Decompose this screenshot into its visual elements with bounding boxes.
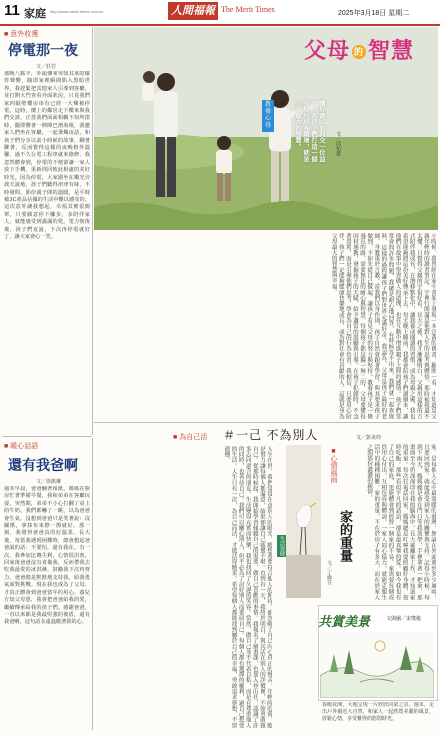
article-title-middle: ＃一己 不為別人 (223, 428, 319, 442)
page-number: 11 (4, 2, 20, 19)
left-divider (2, 436, 92, 437)
article-body-middle: 人生在世，我們常常在意別人的眼光，總想著要符合他人的期待，卻忽略了自己內心真正的聲音。年輕時的我，總是努力讓每個人都滿意，結果卻讓自己疲憊不堪。直到有一天，我終於明白，與其活在別人的評價裡，不如勇敢做自己。從那時候起，我開始學習傾聽自己的需要，做自己喜歡的事情。我報名了繪畫課，也加入登山社，認識了許多志同道合的朋友。生活變得充實而快樂，我也找回了久違的笑容。當然，做自己並不代表自私，而是在尊重他人的同時，也善待自己。我們可以關心別人，但不必為了討好別人而委屈自己。每個人都有選擇的權利，過自己想要的生活。人生只有一次，為自己而活，才能活得精采。希望每個人都能找到屬於自己的幸福，勇敢追求夢想，不留遺憾。 (223, 446, 272, 728)
column-divider-bottom (92, 438, 93, 730)
feature-title-part2: 智慧 (368, 38, 415, 63)
section-label-lower-right: ■ 心情風雨 (328, 448, 338, 483)
article-body-lower-right: 家，是每個人心中最溫暖的港灣。無論在外面遇到多少風雨，只要回到家，就能感受到家人的關懷與支持。記得小時候，每到下雨天，媽媽總是會在門口等我放學，手裡拿著一把傘，那畫面至今仍深深印在我的腦海中。長大後離家工作，才知道家的重量。每次打電話回家，媽媽總是叮嚀我要照顧好身體，按時吃飯。那些看似平凡的話語，卻是最真摯的愛。如今我也有了自己的家庭，更能體會到經營一個家的不易。家需要每個成員用心付出，互相包容與體諒。一家人同心協力，就能克服生活中的種種困難。家的重量，不在於房子有多大，而在於家人之間那份濃濃的親情。 (366, 444, 436, 600)
feature-title-de-circle: 的 (354, 47, 365, 58)
feature-body: 小時候，我曾經在家中書架上發現一本泛黃的舊書，翻開一看，才知道是父親年輕時的讀書筆記，字裡行間滿是他對人生的思考與體悟。那時候我還不太懂，只覺得父親的字很好看。長大之後，我才漸漸明白，父親用這樣的方式陪伴我成長，在潛移默化中，讓我養成閱讀的習慣。成為母親之後，我也希望能夠將這份美好傳承下去。每天晚上睡前，我都會陪孩子們讀繪本，讓他們在故事中學習做人的道理，也在互動中增進親子之間的感情。孩子們常常會問許多問題，我總是耐心地回答，有時候答不出來，我們就一起查資料，這樣的過程讓孩子們對世界充滿好奇。我認為，父母是孩子最好的老師，身教重於言教。當我們以身作則，孩子自然會跟著學習。與其要求孩子做到，不如先從自己做起，讓孩子看見父母的努力與堅持。教養孩子是一條漫長的路，需要無比的耐心與智慧。每個孩子都是獨一無二的，父母要懂得因材施教，發掘孩子的天賦，給予適當的鼓勵與引導。在孩子犯錯時，不急著責罵，而是引導他們思考，學會為自己的行為負責。我相信，只要用心陪伴，孩子們一定能夠健康快樂地成長，成為對社會有貢獻的人。這就是身為父母最大的智慧與幸福。 (330, 233, 436, 419)
heron-illustration (286, 445, 321, 598)
newspaper-logo: 人間福報 (168, 2, 218, 20)
article-author-left-bottom: 文／徐凱琳 (36, 479, 62, 485)
feature-title (304, 34, 414, 65)
article-author-lower-right: 文／丁緯芬 (326, 560, 332, 585)
article-author-left-top: 文／莊岩 (36, 64, 57, 70)
article-title-left-bottom: 還有我爸啊 (8, 457, 78, 473)
newspaper-logo-en: The Merit Times (221, 5, 275, 14)
article-body-left-top: 那晚八點半，外頭傳來突如其來的爆炸聲響，隨即家裡瞬間陷入黑暗世界。我趕緊把其他家人引導到客廳，並打開大門查看外面狀況，只見我們家四隔壁樓房串有已經一大棟被停電，這時，樓上的鄰居走下樓來與我們交談，正當我們面面相覷不知所措時，隨即響著一陣陣巴潛海報，我邀家人們坐在客廳，一起秉燭夜話，和孩子們分享以前小時候的故事，聊著聊著，反而覺得這樣的夜晚格外溫馨。過不久台電工程車就來搶修，我忽然體會到，停電的不便卻讓一家人放下手機，重新找回彼此相處的美好時光。因為停電，大家圍坐在燭光旁談天說地，孩子們聽得津津有味，不時發問，那份親子間的溫暖，是平時被3C產品佔據的生活中難以感受的。這次意外讓我想起，幸福其實很簡單，只要願意停下腳步，多陪伴家人，就能感受到滿滿的愛。電力恢復後，孩子們竟說，下次再停電就好了，讓大家會心一笑。 (4, 71, 90, 240)
art-caption: 春暖花開，大地呈現一片欣欣向榮之景。週末，走出戶外親近大自然，和家人一起欣賞美麗的風景，放鬆心情，享受難得的悠閒時光。 (322, 702, 434, 722)
feature-lead: 讀好書，如同交一位益友，為孩子們打造一個良好的成長環境，就是父母最大的智慧。 (294, 100, 325, 162)
art-title: 共賞美景 (318, 615, 371, 630)
article-body-left-bottom: 週末早晨，爸爸翻著報紙，媽媽在廚房忙著準備早餐，我和弟弟在客廳玩耍。突然間，弟弟不小心打翻了桌上的牛奶，我們都嚇了一跳，以為爸爸會生氣。沒想到爸爸只是笑著說：沒關係，拿抹布來擦一擦就好。那一刻，我覺得爸爸真的好溫柔。長大後，每當我遇到困難時，總會想起爸爸說的話：不要怕，還有我在。有一次，我參加比賽失利，心情很沮喪，回家後爸爸沒有責備我，反而帶我去吃我最愛的冰淇淋，鼓勵我下次再努力。爸爸總是默默地支持我，給我勇氣面對挑戰。現在我也成為了父母，才真正體會到爸爸當年的用心。養兒方知父母恩，我會把爸爸給我的愛，繼續傳承給我的孩子們。感謝爸爸，一直以來都是我最堅強的後盾，還有我爸啊，這句話永遠溫暖著我的心。 (4, 486, 90, 626)
article-title-lower-right: 家的重量 (338, 510, 353, 562)
section-label-left-top: ■ 意外收獲 (4, 29, 38, 39)
landscape-drawing (320, 632, 434, 698)
art-author: 文與圖／宋瑤俊 (386, 616, 422, 622)
bird-photo (286, 445, 321, 598)
feature-tag: 教養心得 (262, 100, 274, 132)
feature-title-part1: 父母 (304, 38, 351, 63)
issue-date: 2025年3月18日 星期二 (338, 10, 410, 17)
article-author-middle: 文／彭美玲 (356, 435, 382, 441)
site-url[interactable]: http://www.merit-times.com.tw (50, 9, 104, 14)
section-label-middle: ■ 為自己活 (173, 432, 207, 442)
feature-author: 文／邱怡蕙 (335, 131, 341, 156)
article-title-left-top: 停電那一夜 (8, 42, 78, 58)
page-section: 家庭 (24, 7, 46, 20)
section-label-left-bottom: ■ 暖心話語 (4, 441, 38, 451)
lower-right-badge: 生活保健 (279, 536, 285, 556)
section-divider (94, 422, 438, 423)
column-divider (92, 27, 93, 435)
